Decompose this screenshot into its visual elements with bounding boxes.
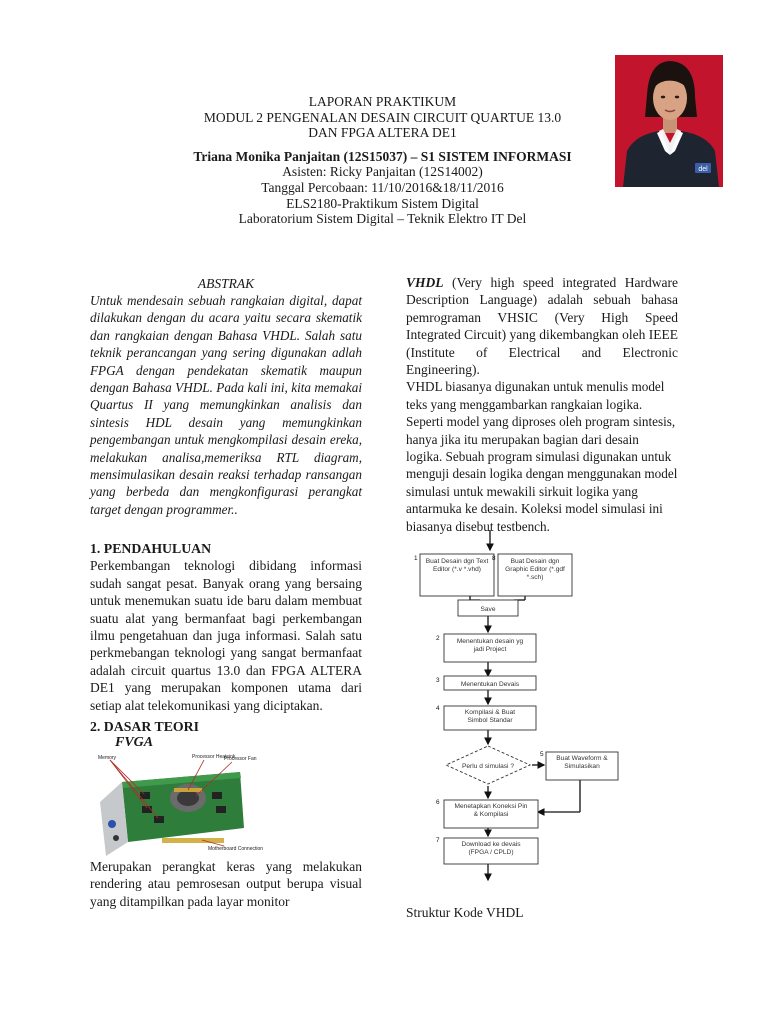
badge-text: del — [698, 166, 708, 173]
label-heatsink: Processor Heatsink — [192, 754, 236, 760]
flow-step7-text: Download ke devais (FPGA / CPLD) — [461, 841, 521, 856]
section-heading-introduction: 1. PENDAHULUAN — [90, 541, 212, 556]
graphics-card-image — [92, 752, 264, 858]
fvga-body: Merupakan perangkat keras yang melakukan rendering atau pemrosesan output berupa visual yang ditampilkan pada layar monitor — [90, 859, 362, 909]
vhdl-para2: VHDL biasanya digunakan untuk menulis model teks yang menggambarkan rangkaian logika. Seperti model yang diproses oleh program sintesis, hanya jika itu merupakan bagian dari desain logika. Sebuah program simulasi digunakan untuk menguji desain logika dengan menggunakan model simulasi untuk mewakili sirkuit logika yang antarmuka ke desain. Koleksi model simulasi ini biasanya disebut testbench. — [406, 379, 678, 534]
introduction-body: Perkembangan teknologi dibidang informasi sudah sangat pesat. Banyak orang yang bersaing untuk menemukan suatu ide baru dalam membuat suatu alat yang bermanfaat bagi perkembangan ilmu pengetahuan dan juga informasi. Salah satu perkmebangan teknologi yang sangat bermanfaat adalah circuit quartus 13.0 dan FPGA ALTERA DE1 yang merupakan komponen utama dari setiap alat telekomunikasi yang diciptakan. — [90, 558, 362, 713]
flow-step1-text: Buat Desain dgn Text Editor (*.v *.vhd) — [425, 558, 489, 573]
report-module-cont: DAN FPGA ALTERA DE1 — [308, 125, 457, 141]
lab-line: Laboratorium Sistem Digital – Teknik Elektro IT Del — [238, 211, 527, 227]
vhdl-definition: (Very high speed integrated Hardware Description Language) adalah sebuah bahasa pemrograman VHSIC (Very High Speed Integrated Circuit) yang dikembangkan oleh IEEE (Institute of Electrical and Electronic Engineering). — [406, 275, 678, 378]
section-introduction — [90, 540, 362, 714]
flow-step5-num: 5 — [540, 751, 544, 758]
author-line: Triana Monika Panjaitan (12S15037) – S1 SISTEM INFORMASI — [193, 148, 572, 164]
section-heading-theory: 2. DASAR TEORI — [90, 719, 199, 734]
flow-step3-num: 3 — [436, 677, 440, 684]
author-photo — [615, 55, 723, 187]
subheading-fvga: FVGA — [115, 735, 154, 750]
flow-step6-text: Menetapkan Koneksi Pin & Kompilasi — [454, 803, 528, 818]
flow-step2-num: 2 — [436, 635, 440, 642]
flow-step3-text: Menentukan Devais — [460, 681, 520, 688]
flow-step2-text: Menentukan desain yg jadi Project — [456, 638, 524, 653]
author-portrait — [615, 55, 723, 187]
assistant-line: Asisten: Ricky Panjaitan (12S14002) — [282, 164, 483, 180]
report-header — [150, 94, 615, 227]
flow-step6-num: 6 — [436, 799, 440, 806]
vhdl-flowchart — [410, 530, 630, 890]
flow-step1-num: 1 — [414, 555, 418, 562]
abstract-body: Untuk mendesain sebuah rangkaian digital, dapat dilakukan dengan du acara yaitu secara skematik dan rangkaian dengan Bahasa VHDL. Salah satu teknik perancangan yang sering digunakan adlah FPGA dengan pendekatan skematik maupun dengan Bahasa VHDL. Pada kali ini, kita memakai Quartus II yang memungkinkan analisis dan sintesis HDL desain yang memungkinkan pengembangan untuk mengkompilasi desain ereka, melakukan analisa,memeriksa RTL diagram, mensimulasikan desain reaksi terhadap ransangan yang berbeda dan mengkonfigurasi perangkat target dengan programmer.. — [90, 293, 362, 517]
flow-step4-text: Kompilasi & Buat Simbol Standar — [464, 709, 516, 724]
report-module: MODUL 2 PENGENALAN DESAIN CIRCUIT QUARTUE 13.0 — [203, 109, 562, 125]
vhdl-para1 — [406, 274, 678, 378]
label-memory: Memory — [98, 755, 117, 761]
abstract-title: ABSTRAK — [197, 276, 255, 291]
flow-step4-num: 4 — [436, 705, 440, 712]
graphics-card-figure — [92, 752, 264, 858]
vhdl-section — [406, 274, 678, 535]
figure-caption: Struktur Kode VHDL — [406, 905, 524, 920]
flow-step8-num: 8 — [492, 555, 496, 562]
flow-step8-text: Buat Desain dgn Graphic Editor (*.gdf *.sch) — [505, 558, 565, 581]
date-line: Tanggal Percobaan: 11/10/2016&18/11/2016 — [261, 179, 504, 195]
course-line: ELS2180-Praktikum Sistem Digital — [286, 195, 479, 211]
label-fan: Processor Fan — [224, 756, 257, 762]
flow-decision-text: Perlu d simulasi ? — [461, 763, 515, 770]
flowchart-svg — [410, 530, 630, 890]
vhdl-term: VHDL — [406, 275, 444, 290]
flow-save-text: Save — [480, 606, 496, 613]
flow-step5-text: Buat Waveform & Simulasikan — [556, 755, 608, 770]
report-title: LAPORAN PRAKTIKUM — [308, 94, 457, 109]
flow-step7-num: 7 — [436, 837, 440, 844]
label-motherboard: Motherboard Connection — [208, 846, 264, 852]
